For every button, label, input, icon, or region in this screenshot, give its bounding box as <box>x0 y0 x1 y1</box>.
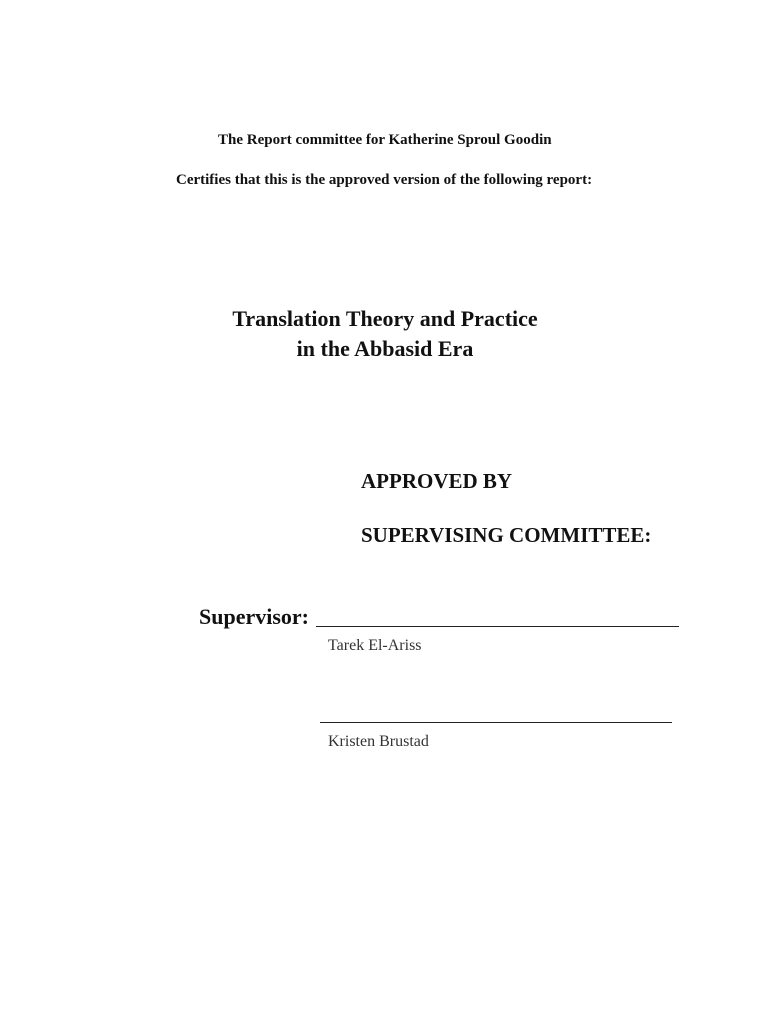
report-title-line-2: in the Abbasid Era <box>296 336 474 361</box>
member-signature-line <box>320 722 672 723</box>
supervising-committee-heading: SUPERVISING COMMITTEE: <box>361 523 652 547</box>
report-title-line-1: Translation Theory and Practice <box>232 306 538 331</box>
supervisor-signature-line <box>316 626 679 627</box>
committee-member-name-2: Kristen Brustad <box>328 733 429 750</box>
supervisor-label: Supervisor: <box>199 604 309 629</box>
certification-statement: Certifies that this is the approved version of the following report: <box>176 172 593 188</box>
committee-statement: The Report committee for Katherine Sproul Goodin <box>218 132 552 148</box>
committee-member-name-1: Tarek El-Ariss <box>328 637 422 654</box>
approved-by-heading: APPROVED BY <box>361 469 513 493</box>
